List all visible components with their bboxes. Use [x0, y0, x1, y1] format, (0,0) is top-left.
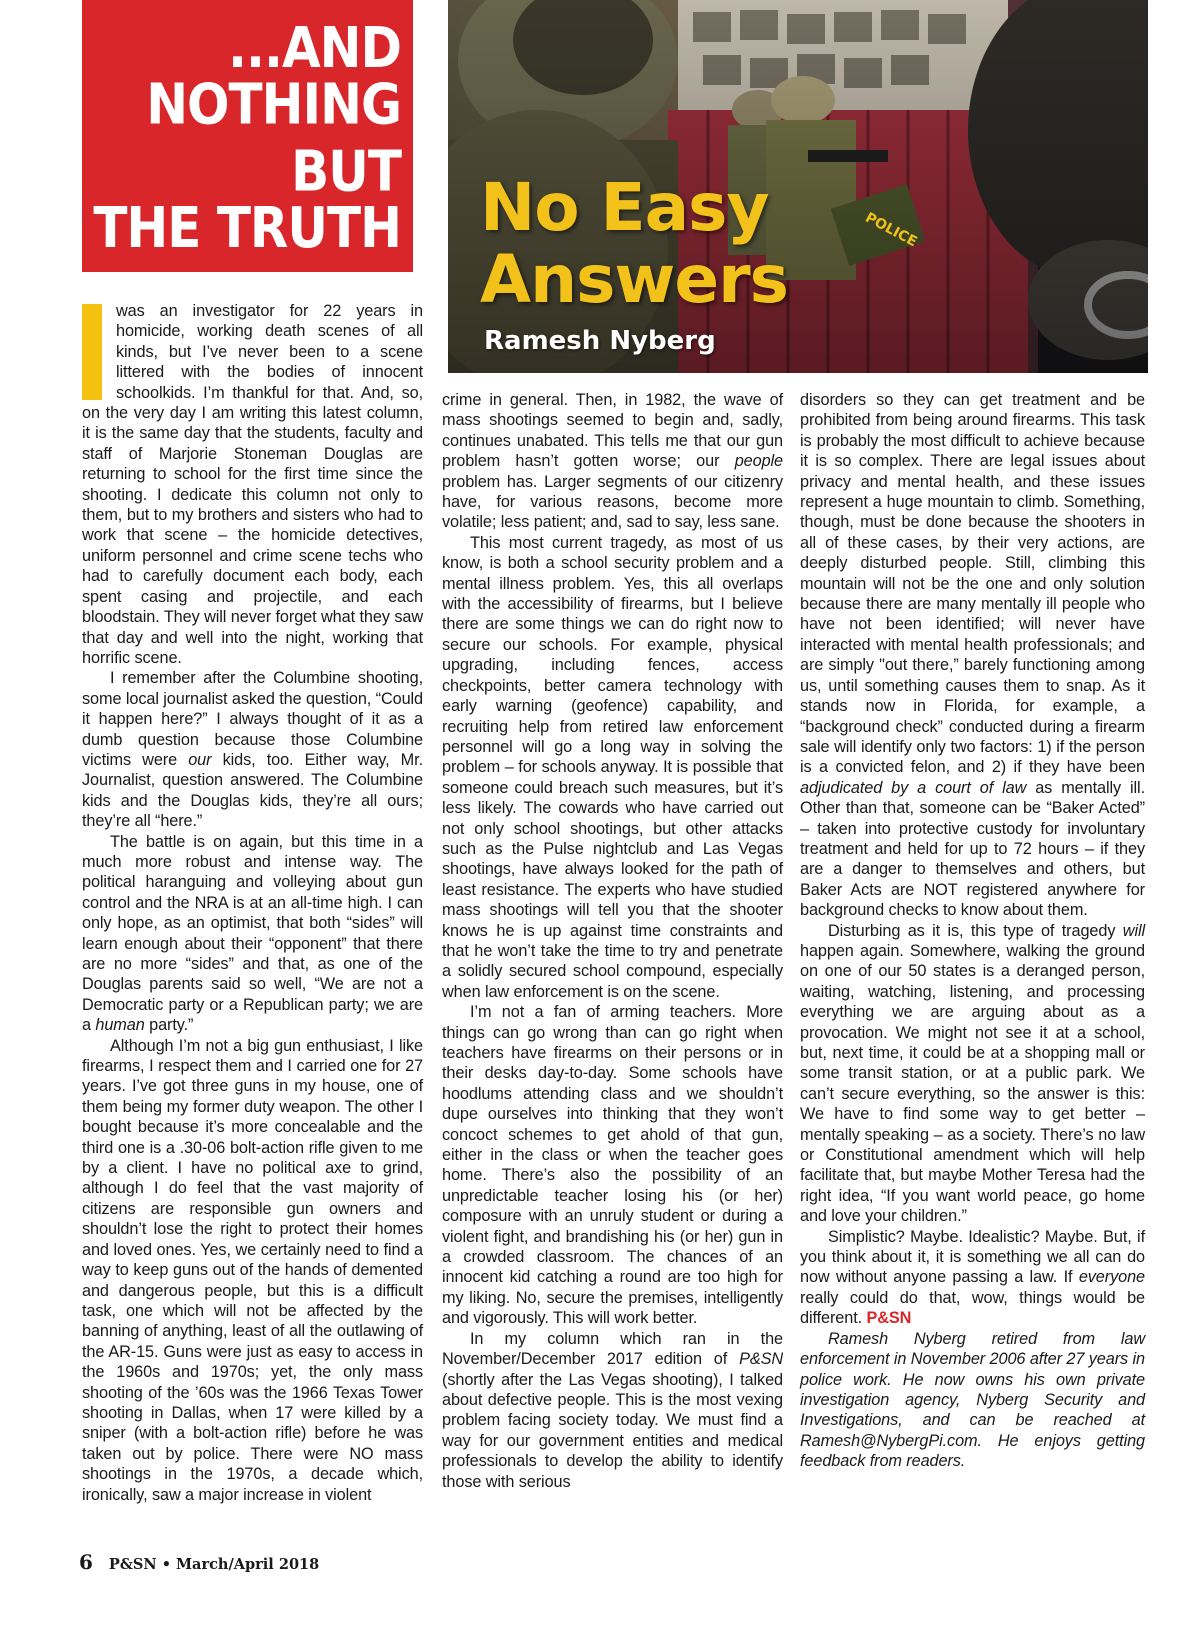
page-number: 6: [79, 1550, 93, 1574]
paragraph: I remember after the Columbine shooting, some local journalist asked the question, “Could it happen here?” I always thought of it as a dumb question because those Columbine victims were our kids, too. Either way, Mr. Journalist, question answered. The Columbine kids and the Douglas kids, they’re all ours; they’re all “here.”: [82, 669, 423, 831]
body-column-2: [442, 390, 783, 1492]
end-mark: P&SN: [866, 1309, 912, 1328]
title-line-2: Answers: [480, 241, 788, 318]
article-title: [480, 169, 788, 318]
paragraph: This most current tragedy, as most of us know, is both a school security problem and a mental illness problem. Yes, this all overlaps with the accessibility of firearms, but I believe there are some things we can do right now to secure our schools. For example, physical upgrading, including fences, access checkpoints, better camera technology with early warning (geofence) capability, and recruiting help from retired law enforcement personnel will go a long way in solving the problem – for schools anyway. It is possible that someone could breach such measures, but it’s less likely. The cowards who have carried out not only school shootings, but other attacks such as the Pulse nightclub and Las Vegas shootings, have always looked for the path of least resistance. The experts who have studied mass shootings will tell you that the shooter knows he is up against time constraints and that he won’t take the time to try and penetrate a solidly secured school compound, especially when law enforcement is on the scene.: [442, 533, 783, 1001]
paragraph: The battle is on again, but this time in a much more robust and intense way. The political haranguing and volleying about gun control and the NRA is at an all-time high. I can only hope, as an optimist, that both “sides” will learn enough about their “opponent” that there are no more “sides” and that, as one of the Douglas parents said so well, “We are not a Democratic party or a Republican party; we are a human party.”: [82, 832, 423, 1035]
banner-line-3: THE TRUTH: [93, 195, 401, 261]
dropcap-bar: [82, 304, 102, 400]
paragraph: In my column which ran in the November/December 2017 edition of P&SN (shortly after the Las Vegas shooting), I talked about defective people. This is the most vexing problem facing society today. We must find a way for our government entities and medical professionals to develop the ability to identify those with serious: [442, 1329, 783, 1491]
paragraph: Although I’m not a big gun enthusiast, I like firearms, I respect them and I carried one for 27 years. I’ve got three guns in my house, one of them being my former duty weapon. The other I bought because it’s more concealable and the third one is a .30-06 bolt-action rifle given to me by a client. I have no political axe to grind, although I do feel that the vast majority of citizens are responsible gun owners and shouldn’t lose the right to protect their homes and loved ones. Yes, we certainly need to find a way to keep guns out of the hands of demented and dangerous people, but this is a difficult task, one which will not be affected by the banning of anything, least of all the outlawing of the AR-15. Guns were just as easy to access in the 1960s and 1970s; yet, the only mass shooting of the ’60s was the 1966 Texas Tower shooting in Dallas, when 17 were killed by a sniper (with a bolt-action rifle) before he was taken out by police. There were NO mass shootings in the 1970s, a decade which, ironically, saw a major increase in violent: [82, 1036, 423, 1504]
paragraph: Disturbing as it is, this type of tragedy will happen again. Somewhere, walking the ground on one of our 50 states is a deranged person, waiting, watching, listening, and processing everything we are arguing about as a provocation. We might not see it at a school, but, next time, it could be at a shopping mall or some transit station, or at a public park. We can’t secure everything, so the answer is this: We have to find some way to get better – mentally speaking – as a society. There’s no law or Constitutional amendment which will help facilitate that, but maybe Mother Teresa had the right idea, “If you want world peace, go home and love your children.”: [800, 921, 1145, 1226]
paragraph: I’m not a fan of arming teachers. More things can go wrong than can go right when teachers have firearms on their persons or in their desks day-to-day. Some schools have hoodlums attending class and we shouldn’t dupe ourselves into thinking that they won’t concoct schemes to get ahold of that gun, either in the class or when the teacher goes home. There’s also the possibility of an unpredictable teacher losing his (or her) composure with an unruly student or during a violent fight, and brandishing his (or her) gun in a crowded classroom. The chances of an innocent kid catching a round are too high for my liking. No, secure the premises, intelligently and vigorously. This will work better.: [442, 1003, 783, 1328]
title-line-1: No Easy: [480, 169, 769, 246]
author-bio: Ramesh Nyberg retired from law enforcement in November 2006 after 27 years in police work. He now owns his own private investigation agency, Nyberg Security and Investigations, and can be reached at Ramesh@NybergPi.com. He enjoys getting feedback from readers.: [800, 1329, 1145, 1471]
paragraph-text: was an investigator for 22 years in homicide, working death scenes of all kinds, but I’ve never been to a scene littered with the bodies of innocent schoolkids. I’m thankful for that. And, so, on the very day I am writing this latest column, it is the same day that the students, faculty and staff of Marjorie Stoneman Douglas are returning to school for the first time since the shooting. I dedicate this column not only to them, but to my brothers and sisters who had to work that scene – the homicide detectives, uniform personnel and crime scene techs who had to carefully document each body, each spent casing and projectile, and each bloodstain. They will never forget what they saw that day and well into the night, working that horrific scene.: [82, 302, 423, 667]
body-column-3: [800, 390, 1145, 1472]
banner-line-2: NOTHING BUT: [146, 71, 401, 205]
paragraph: crime in general. Then, in 1982, the wave of mass shootings seemed to begin and, sadly, continues unabated. This tells me that our gun problem hasn’t gotten worse; our people problem has. Larger segments of our citizenry have, for various reasons, become more volatile; less patient; and, sad to say, less sane.: [442, 391, 783, 532]
column-banner: [82, 0, 413, 272]
author-byline: Ramesh Nyberg: [484, 326, 716, 356]
banner-line-1: ...AND: [227, 15, 401, 81]
paragraph: [82, 301, 423, 668]
paragraph: disorders so they can get treatment and be prohibited from being around firearms. This task is probably the most difficult to achieve because it is so complex. There are legal issues about privacy and mental health, and these issues represent a huge mountain to climb. Something, though, must be done because the shooters in all of these cases, by their very actions, are deeply disturbed people. Still, climbing this mountain will not be the one and only solution because there are many mentally ill people who have not been identified; will never have interacted with mental health professionals; and are simply "out there,” barely functioning among us, until something causes them to snap. As it stands now in Florida, for example, a “background check” conducted during a firearm sale will identify only two factors: 1) if the person is a convicted felon, and 2) if they have been adjudicated by a court of law as mentally ill. Other than that, someone can be “Baker Acted” – taken into protective custody for involuntary treatment and held for up to 72 hours – if they are a danger to themselves and others, but Baker Acts are NOT registered anywhere for background checks to know about them.: [800, 391, 1145, 920]
body-column-1: [82, 301, 423, 1505]
police-badge-text: POLICE: [862, 209, 920, 251]
page-footer: [79, 1550, 319, 1574]
publication-issue: P&SN • March/April 2018: [108, 1556, 320, 1573]
paragraph: Simplistic? Maybe. Idealistic? Maybe. But, if you think about it, it is something we all can do now without anyone passing a law. If everyone really could do that, wow, things would be different. P&SN: [800, 1227, 1145, 1328]
